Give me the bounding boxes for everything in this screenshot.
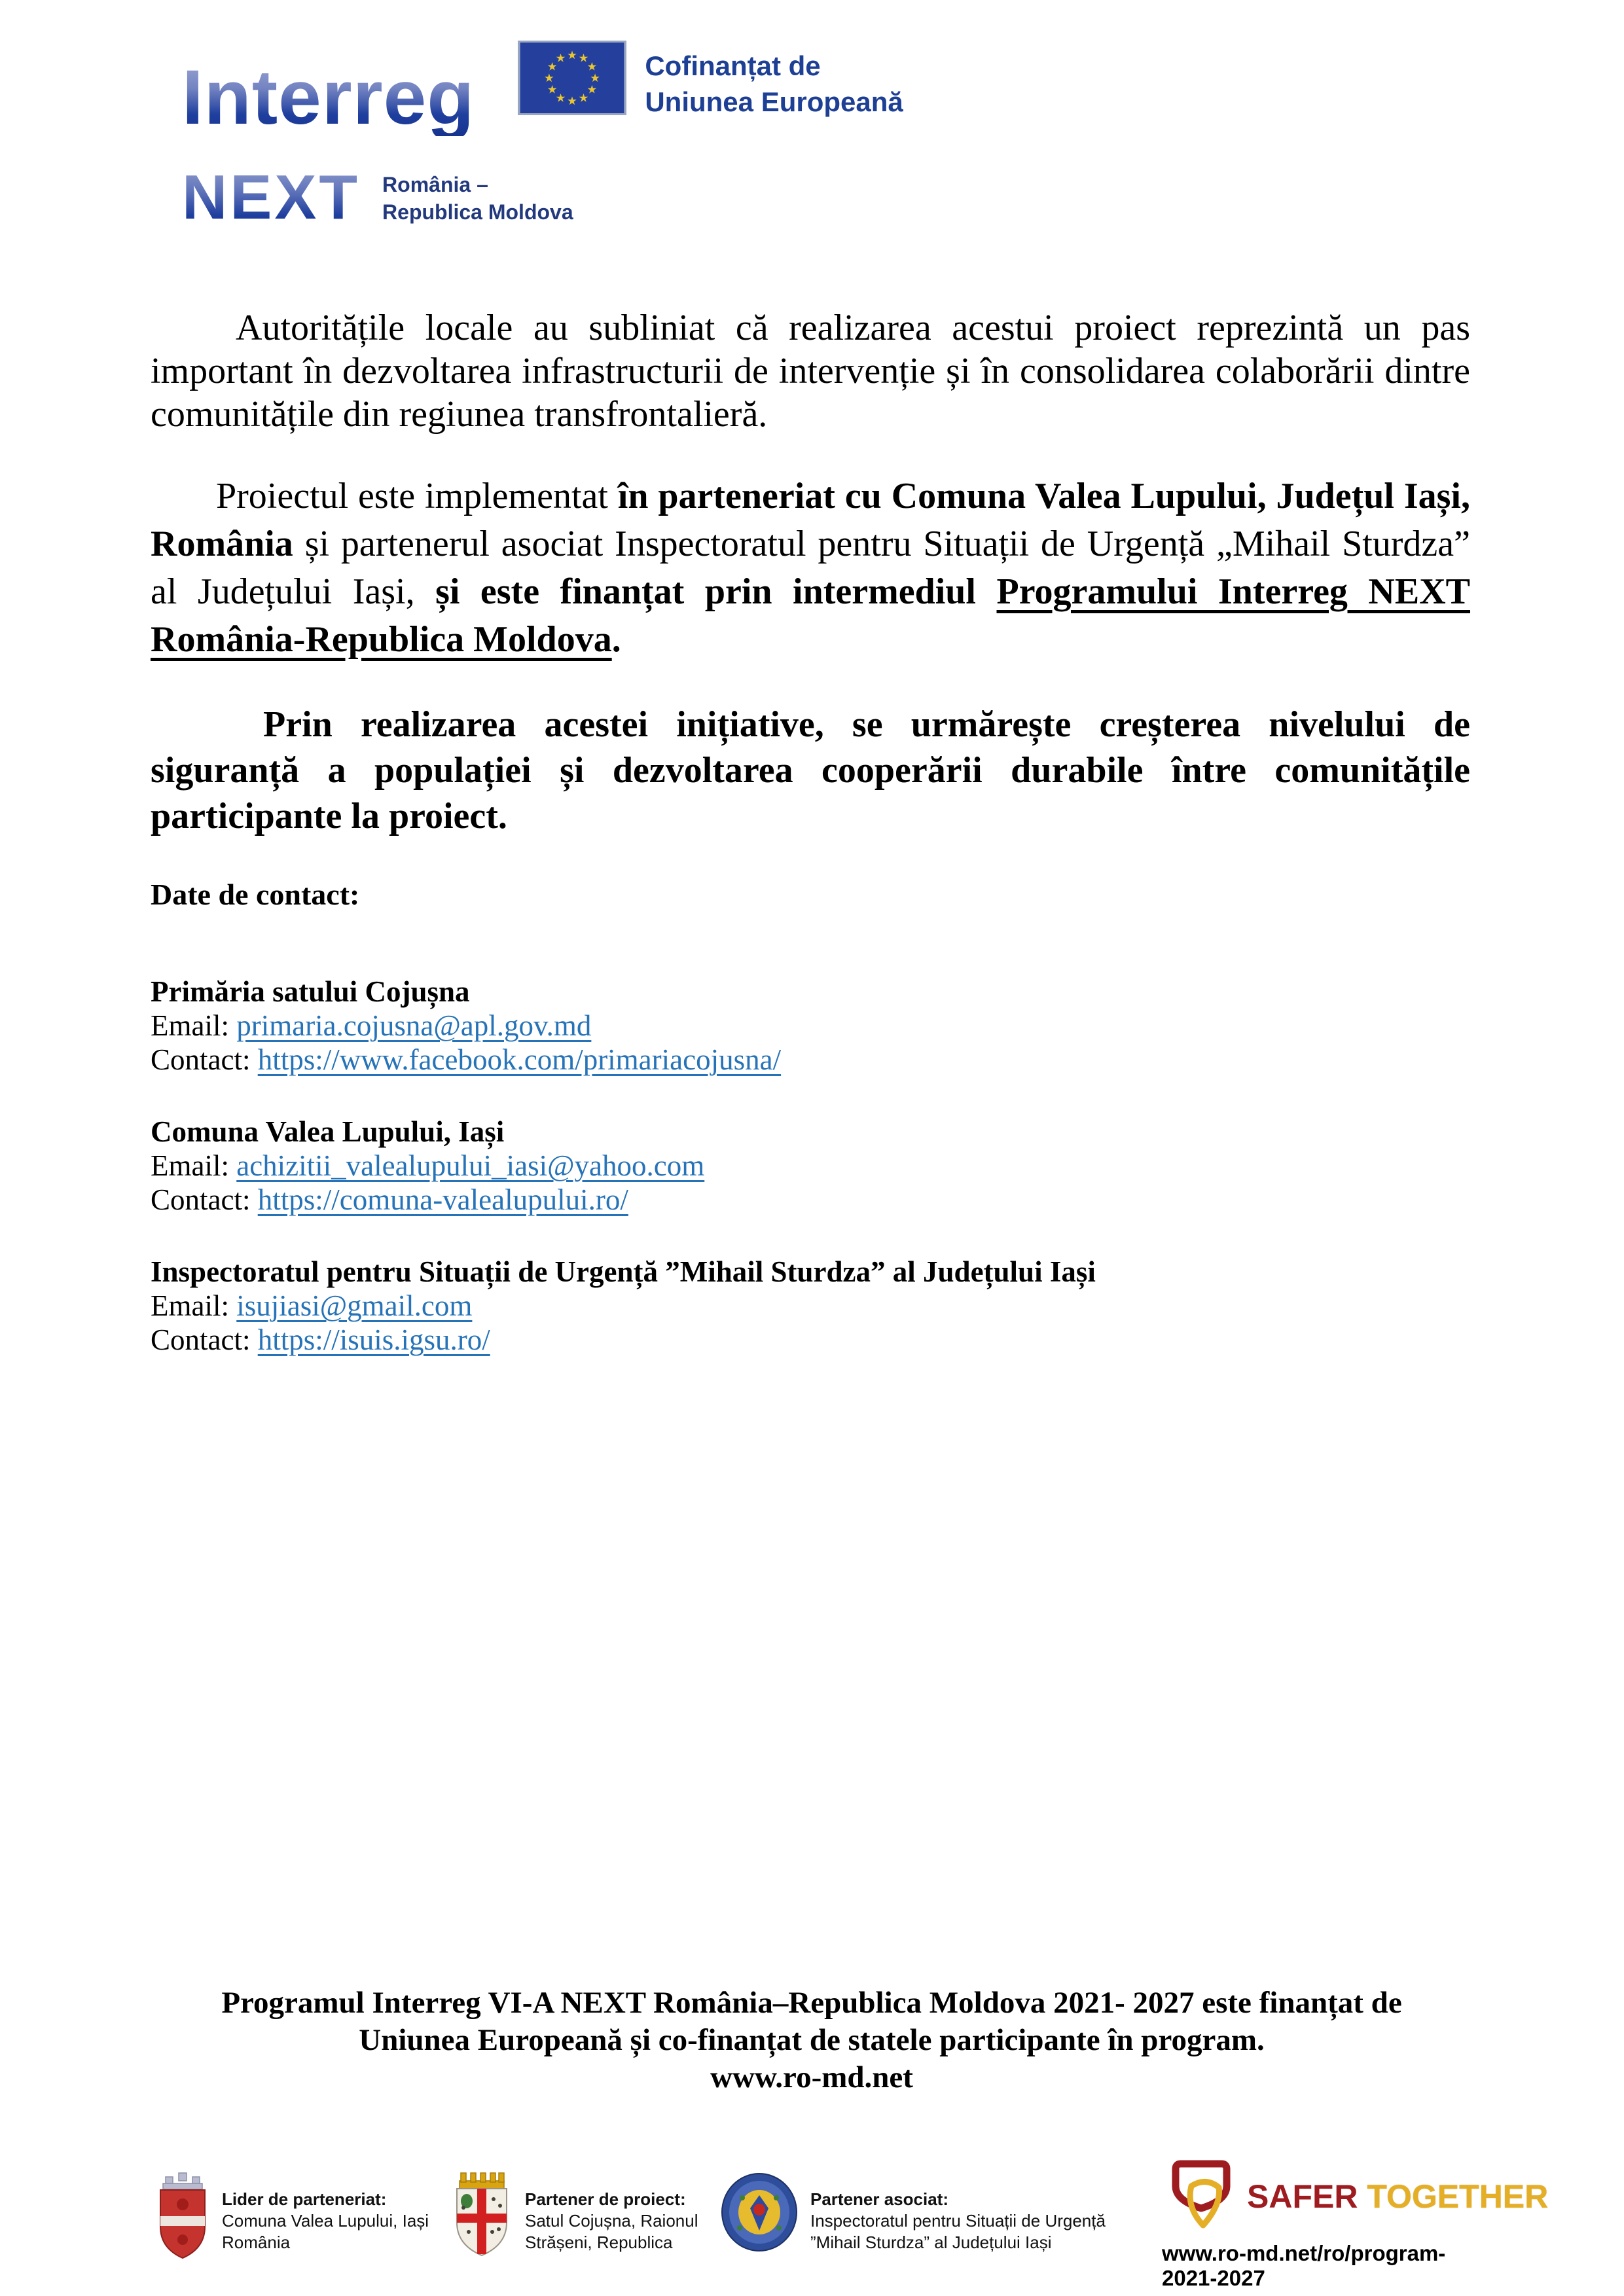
program-url: www.ro-md.net/ro/program-2021-2027 bbox=[1162, 2241, 1446, 2290]
contact-label: Contact: bbox=[151, 1183, 258, 1216]
partner-line: Inspectoratul pentru Situații de Urgență bbox=[810, 2211, 1106, 2231]
p2-segment-program-name: Programului Interreg NEXT România-Republica Moldova bbox=[151, 571, 1471, 660]
svg-text:★: ★ bbox=[567, 48, 578, 62]
partner-role: Partener de proiect: bbox=[525, 2189, 686, 2209]
partner-role: Lider de parteneriat: bbox=[222, 2189, 387, 2209]
p2-segment-bold-financing: și este finanțat prin intermediul bbox=[435, 571, 997, 612]
footer-note bbox=[157, 1984, 1466, 2096]
svg-text:★: ★ bbox=[590, 72, 601, 86]
partner-item-project bbox=[450, 2172, 698, 2257]
cofinance-text bbox=[645, 48, 903, 120]
isu-emblem-icon bbox=[720, 2172, 799, 2253]
header-logo-block bbox=[182, 41, 1098, 232]
region-line2: Republica Moldova bbox=[382, 200, 573, 224]
partner-item-lead bbox=[155, 2172, 429, 2262]
valea-lupului-coat-of-arms-icon bbox=[155, 2172, 210, 2262]
email-link[interactable]: achizitii_valealupului_iasi@yahoo.com bbox=[236, 1149, 705, 1182]
program-region-label bbox=[382, 171, 573, 226]
next-wordmark: NEXT bbox=[182, 162, 361, 232]
email-label: Email: bbox=[151, 1289, 237, 1322]
email-link[interactable]: isujiasi@gmail.com bbox=[236, 1289, 473, 1322]
contact-block-valea-lupului bbox=[151, 1115, 1470, 1217]
contacts-heading: Date de contact: bbox=[151, 878, 360, 911]
email-link[interactable]: primaria.cojusna@apl.gov.md bbox=[236, 1009, 592, 1042]
contact-url-link[interactable]: https://isuis.igsu.ro/ bbox=[257, 1323, 490, 1356]
partner-line: ”Mihail Sturdza” al Județului Iași bbox=[810, 2233, 1052, 2252]
partner-line: România bbox=[222, 2233, 291, 2252]
svg-text:★: ★ bbox=[544, 72, 555, 86]
contact-label: Contact: bbox=[151, 1043, 258, 1076]
partner-role: Partener asociat: bbox=[810, 2189, 948, 2209]
safer-word: SAFER bbox=[1247, 2178, 1358, 2215]
svg-text:★: ★ bbox=[579, 92, 589, 105]
contact-label: Contact: bbox=[151, 1323, 258, 1356]
paragraph-partnership bbox=[151, 473, 1470, 664]
footer-line2: Uniunea Europeană și co-finanțat de statele participante în program. bbox=[359, 2023, 1265, 2057]
partner-item-associate bbox=[720, 2172, 1106, 2253]
partner-line: Strășeni, Republica bbox=[525, 2233, 673, 2252]
region-line1: România – bbox=[382, 173, 488, 196]
cojusna-coat-of-arms-icon bbox=[450, 2172, 513, 2257]
paragraph-goal: Prin realizarea acestei inițiative, se urmărește creșterea nivelului de siguranță a populației și dezvoltarea cooperării durabile între comunitățile participante la proiect. bbox=[151, 704, 1470, 836]
p2-segment-period: . bbox=[611, 619, 621, 660]
contacts-section bbox=[151, 877, 1470, 1395]
safer-together-logo bbox=[1172, 2159, 1548, 2232]
svg-text:★: ★ bbox=[579, 52, 589, 65]
contact-url-link[interactable]: https://www.facebook.com/primariacojusna/ bbox=[257, 1043, 782, 1076]
paragraph-authorities: Autoritățile locale au subliniat că realizarea acestui proiect reprezintă un pas important în dezvoltarea infrastructurii de intervenție și în consolidarea colaborării dintre comunitățile din regiunea transfrontalieră. bbox=[151, 308, 1470, 435]
partner-line: Comuna Valea Lupului, Iași bbox=[222, 2211, 429, 2231]
footer-website: www.ro-md.net bbox=[710, 2060, 913, 2094]
contact-name: Inspectoratul pentru Situații de Urgență ”Mihail Sturdza” al Județului Iași bbox=[151, 1255, 1096, 1288]
contact-name: Primăria satului Cojușna bbox=[151, 975, 470, 1008]
partner-line: Satul Cojușna, Raionul bbox=[525, 2211, 698, 2231]
cofinance-line2: Uniunea Europeană bbox=[645, 86, 903, 117]
svg-text:★: ★ bbox=[555, 92, 566, 105]
svg-text:★: ★ bbox=[547, 83, 558, 97]
footer-line1: Programul Interreg VI-A NEXT România–Republica Moldova 2021- 2027 este finanțat de bbox=[221, 1986, 1402, 2020]
svg-text:★: ★ bbox=[586, 60, 598, 74]
safer-shield-icon bbox=[1172, 2159, 1240, 2232]
email-label: Email: bbox=[151, 1149, 237, 1182]
together-word: TOGETHER bbox=[1367, 2178, 1549, 2215]
p2-segment-bold-partners: în parteneriat cu Comuna Valea Lupului, Județul Iași, România bbox=[151, 476, 1470, 564]
cofinance-line1: Cofinanțat de bbox=[645, 50, 821, 81]
svg-text:★: ★ bbox=[547, 60, 558, 74]
email-label: Email: bbox=[151, 1009, 237, 1042]
contact-block-isu bbox=[151, 1255, 1470, 1357]
svg-text:★: ★ bbox=[555, 52, 566, 65]
svg-text:★: ★ bbox=[567, 95, 578, 109]
p2-segment-plain: Proiectul este implementat bbox=[216, 476, 618, 516]
contact-name: Comuna Valea Lupului, Iași bbox=[151, 1115, 505, 1148]
contact-block-cojusna bbox=[151, 975, 1470, 1077]
svg-text:★: ★ bbox=[586, 83, 598, 97]
interreg-wordmark: Interreg bbox=[182, 54, 475, 141]
p2-segment-plain2: și partenerul asociat Inspectoratul pentru Situații de Urgență „Mihail Sturdza” al Județului Iași, bbox=[151, 524, 1470, 612]
eu-flag-icon bbox=[518, 41, 626, 115]
contact-url-link[interactable]: https://comuna-valealupului.ro/ bbox=[257, 1183, 628, 1216]
